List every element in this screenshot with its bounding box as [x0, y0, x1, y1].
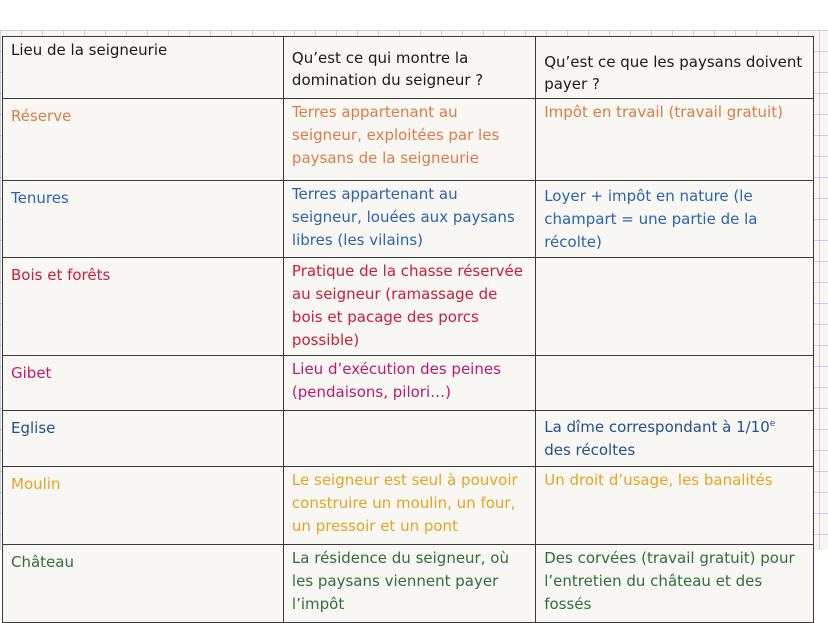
- domination-cell: Pratique de la chasse réservée au seigneur (ramassage de bois et pacage des porcs possible): [283, 258, 535, 356]
- place-cell: Moulin: [3, 467, 284, 545]
- table-row: [3, 258, 814, 356]
- notebook-page: [0, 30, 828, 613]
- header-payment: Qu’est ce que les paysans doivent payer ?: [536, 37, 814, 99]
- place-cell: Tenures: [3, 181, 284, 258]
- payment-cell: [536, 411, 814, 467]
- payment-text-pre: La dîme correspondant à 1/10: [544, 418, 770, 436]
- place-cell: Eglise: [3, 411, 284, 467]
- payment-text-post: des récoltes: [544, 441, 636, 459]
- place-cell: Réserve: [3, 99, 284, 181]
- payment-cell: [536, 356, 814, 411]
- payment-cell: [536, 258, 814, 356]
- domination-cell: Le seigneur est seul à pouvoir construire un moulin, un four, un pressoir et un pont: [283, 467, 535, 545]
- payment-cell: Un droit d’usage, les banalités: [536, 467, 814, 545]
- domination-cell: [283, 411, 535, 467]
- place-cell: Bois et forêts: [3, 258, 284, 356]
- table-row: [3, 411, 814, 467]
- place-cell: Gibet: [3, 356, 284, 411]
- seigneurie-table: [2, 36, 814, 623]
- table-row: [3, 181, 814, 258]
- domination-cell: La résidence du seigneur, où les paysans viennent payer l’impôt: [283, 545, 535, 623]
- header-row: [3, 37, 814, 99]
- table-row: [3, 545, 814, 623]
- payment-superscript: e: [769, 419, 776, 429]
- table-row: [3, 467, 814, 545]
- payment-cell: Loyer + impôt en nature (le champart = une partie de la récolte): [536, 181, 814, 258]
- header-domination: Qu’est ce qui montre la domination du seigneur ?: [283, 37, 535, 99]
- payment-cell: Impôt en travail (travail gratuit): [536, 99, 814, 181]
- domination-cell: Terres appartenant au seigneur, exploitées par les paysans de la seigneurie: [283, 99, 535, 181]
- table-row: [3, 356, 814, 411]
- payment-cell: Des corvées (travail gratuit) pour l’entretien du château et des fossés: [536, 545, 814, 623]
- domination-cell: Terres appartenant au seigneur, louées aux paysans libres (les vilains): [283, 181, 535, 258]
- header-place: Lieu de la seigneurie: [3, 37, 284, 99]
- domination-cell: Lieu d’exécution des peines (pendaisons, pilori…): [283, 356, 535, 411]
- table-row: [3, 99, 814, 181]
- place-cell: Château: [3, 545, 284, 623]
